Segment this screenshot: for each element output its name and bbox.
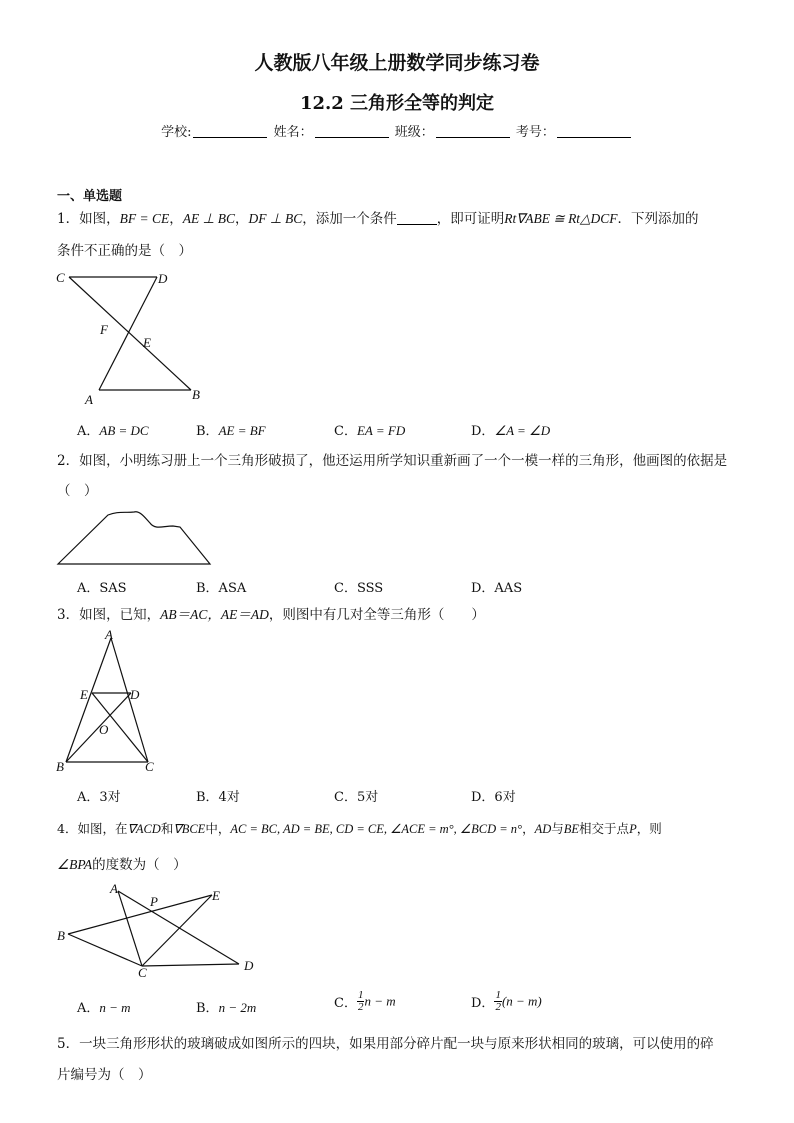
question-5-line-2: 片编号为（ ） bbox=[57, 1067, 152, 1083]
q1-condition-2: AE ⊥ BC bbox=[182, 211, 235, 226]
q1-answer-blank bbox=[397, 212, 437, 225]
q1-claim: Rt∇ABE ≅ Rt△DCF bbox=[504, 211, 618, 226]
q4-angle-bpa: ∠BPA bbox=[57, 857, 93, 872]
page-title: 人教版八年级上册数学同步练习卷 bbox=[254, 52, 540, 74]
q1-label-d: D bbox=[158, 271, 168, 286]
q3-label-d: D bbox=[130, 687, 140, 702]
q3-option-c[interactable]: C．5对 bbox=[334, 790, 379, 805]
question-1-line-1: 1．如图，BF = CE，AE ⊥ BC，DF ⊥ BC，添加一个条件 ，即可证明Rt∇ABE ≅ Rt△DCF．下列添加的 bbox=[57, 211, 699, 227]
q4-triangle-2: ∇BCE bbox=[173, 822, 206, 836]
school-label: 学校: bbox=[161, 125, 192, 140]
name-blank bbox=[315, 125, 389, 138]
question-2-line-1: 2．如图，小明练习册上一个三角形破损了，他还运用所学知识重新画了一个一模一样的三角形，他画图的依据是 bbox=[57, 453, 728, 469]
q3-label-e: E bbox=[80, 687, 88, 702]
question-3-line-1: 3．如图，已知，AB＝AC，AE＝AD，则图中有几对全等三角形（ ） bbox=[57, 607, 485, 623]
q3-option-d[interactable]: D．6对 bbox=[471, 790, 516, 805]
q1-label-c: C bbox=[56, 270, 65, 285]
q4-option-d[interactable]: D． $\frac{1}{2}$ (n − m) bbox=[471, 989, 542, 1013]
q3-label-b: B bbox=[56, 759, 64, 774]
q3-label-c: C bbox=[145, 759, 154, 774]
q4-option-d-fraction: $\frac{1}{2}$ bbox=[495, 989, 501, 1013]
q1-condition-1: BF = CE bbox=[119, 211, 170, 226]
q4-label-a: A bbox=[110, 881, 118, 896]
q2-option-c[interactable]: C．SSS bbox=[334, 581, 384, 596]
exam-number-blank bbox=[557, 125, 631, 138]
class-label: 班级： bbox=[394, 125, 434, 140]
q4-triangle-1: ∇ACD bbox=[127, 822, 161, 836]
q3-condition: AB＝AC，AE＝AD bbox=[160, 607, 269, 622]
student-info-line bbox=[0, 121, 794, 140]
q1-option-b[interactable]: B．AE = BF bbox=[196, 423, 266, 439]
q3-figure bbox=[52, 629, 162, 774]
school-blank bbox=[193, 125, 267, 138]
question-4-line-1: 4．如图，在∇ACD和∇BCE中，AC = BC, AD = BE, CD = CE, ∠ACE = m°, ∠BCD = n°，AD与BE相交于点P，则 bbox=[57, 821, 662, 836]
question-5-line-1: 5．一块三角形形状的玻璃破成如图所示的四块，如果用部分碎片配一块与原来形状相同的玻璃，可以使用的碎 bbox=[57, 1036, 714, 1052]
class-blank bbox=[436, 125, 510, 138]
q3-option-a[interactable]: A．3对 bbox=[77, 790, 121, 805]
section-title: 一、单选题 bbox=[57, 189, 123, 204]
q2-option-b[interactable]: B．ASA bbox=[196, 581, 247, 596]
q4-figure bbox=[52, 878, 267, 978]
q4-label-c: C bbox=[138, 965, 147, 978]
question-1-line-2: 条件不正确的是（ ） bbox=[57, 243, 192, 259]
page-subtitle: 12.2 三角形全等的判定 bbox=[299, 93, 495, 114]
q3-label-a: A bbox=[105, 629, 113, 642]
q1-option-d[interactable]: D．∠A = ∠D bbox=[471, 423, 551, 439]
q1-label-a: A bbox=[85, 392, 93, 407]
q4-label-p: P bbox=[150, 894, 158, 909]
q3-option-b[interactable]: B．4对 bbox=[196, 790, 240, 805]
name-label: 姓名： bbox=[273, 125, 313, 140]
q1-option-a[interactable]: A．AB = DC bbox=[77, 423, 149, 439]
q4-label-e: E bbox=[212, 888, 220, 903]
q4-option-a[interactable]: A．n − m bbox=[77, 1000, 131, 1016]
q3-label-o: O bbox=[99, 722, 109, 737]
q1-option-c[interactable]: C．EA = FD bbox=[334, 423, 406, 439]
q4-label-d: D bbox=[244, 958, 254, 973]
exam-number-label: 考号： bbox=[515, 125, 555, 140]
q2-broken-triangle-figure bbox=[52, 505, 217, 570]
q1-label-f: F bbox=[100, 322, 108, 337]
q2-option-d[interactable]: D．AAS bbox=[471, 581, 523, 596]
q1-condition-3: DF ⊥ BC bbox=[248, 211, 303, 226]
q2-option-a[interactable]: A．SAS bbox=[77, 581, 127, 596]
q4-conditions: AC = BC, AD = BE, CD = CE, ∠ACE = m°, ∠BCD = n° bbox=[230, 822, 523, 836]
q4-option-c[interactable]: C． $\frac{1}{2}$ n − m bbox=[334, 989, 396, 1013]
question-4-line-2: ∠BPA的度数为（ ） bbox=[57, 857, 187, 873]
q1-label-e: E bbox=[143, 335, 151, 350]
q1-figure bbox=[52, 265, 212, 410]
q4-option-c-fraction: $\frac{1}{2}$ bbox=[357, 989, 364, 1013]
q4-option-b[interactable]: B．n − 2m bbox=[196, 1000, 257, 1016]
q1-label-b: B bbox=[192, 387, 200, 402]
question-2-line-2: （ ） bbox=[57, 483, 98, 499]
q4-label-b: B bbox=[57, 928, 65, 943]
